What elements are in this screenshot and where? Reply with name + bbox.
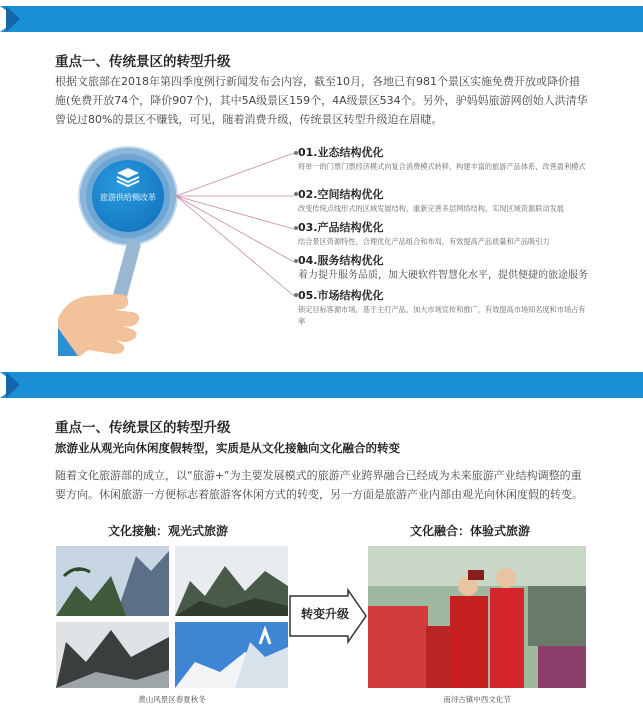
item-title: 02.空间结构优化: [298, 188, 384, 201]
chevron-decoration-inner: [6, 372, 20, 398]
photo-mountain-summer: [175, 546, 288, 616]
photo-mountain-winter: [175, 622, 288, 688]
section2-header-bar: [0, 372, 643, 398]
item-desc: 结合景区资源特性，合理优化产品组合和布局，有效提高产品质量和产品吸引力: [298, 237, 550, 246]
item-desc: 改变传统点线形式的区域发展结构，重新完善多层网络结构，实现区域资源联动发展: [298, 204, 564, 213]
list-item: [298, 252, 598, 283]
item-title: 04.服务结构优化: [298, 254, 384, 267]
item-desc: 着力提升服务品质，加大硬软件智慧化水平，提供便捷的旅途服务: [298, 270, 588, 281]
item-desc: 锁定目标客源市场，基于主打产品，加大市场宣传和推广，有效提高市场知名度和市场占有率: [298, 305, 586, 326]
photo-mountain-spring: [56, 546, 169, 616]
item-title: 01.业态结构优化: [298, 146, 384, 159]
item-title: 05.市场结构优化: [298, 289, 384, 302]
list-item: [298, 144, 598, 173]
list-item: [298, 219, 598, 248]
left-column-title: 文化接触：观光式旅游: [108, 524, 229, 538]
right-column-title: 文化融合：体验式旅游: [410, 524, 531, 538]
right-caption: 南浔古镇中西文化节: [443, 695, 511, 704]
photo-wedding-festival: [368, 546, 586, 688]
section2-subhead: 旅游业从观光向休闲度假转型，实质是从文化接触向文化融合的转变: [55, 441, 400, 455]
left-caption: 黄山风景区春夏秋冬: [138, 695, 206, 704]
list-item: [298, 186, 598, 215]
magnifier-label: 旅游供给侧改革: [100, 193, 156, 202]
arrow-label: 转变升级: [300, 607, 349, 621]
section2-paragraph: 随着文化旅游部的成立，以“旅游+”为主要发展模式的旅游产业跨界融合已经成为未来旅游产业结构调整的重要方向。休闲旅游一方便标志着旅游客休闲方式的转变，另一方面是旅游产业内部由观光向休闲度假的转变。: [55, 469, 583, 501]
section2-title: 重点一、传统景区的转型升级: [55, 420, 231, 436]
item-title: 03.产品结构优化: [298, 221, 384, 234]
list-item: [298, 287, 598, 328]
photo-mountain-autumn: [56, 622, 169, 688]
section1-title: 重点一、传统景区的转型升级: [55, 54, 231, 70]
item-desc: 将单一的门票门票经济模式向复合消费模式转移，构建丰富的旅游产品体系，改善盈利模式: [298, 162, 586, 171]
section1-paragraph: 根据文旅部在2018年第四季度例行新闻发布会内容，截至10月，各地已有981个景区实施免费开放或降价措施(免费开放74个，降价907个)，其中5A级景区159个，4A级景区534个。另外，驴妈妈旅游网创始人洪清华曾说过80%的景区不赚钱，可见，随着消费升级，传统景区转型升级迫在眉睫。: [55, 75, 588, 126]
